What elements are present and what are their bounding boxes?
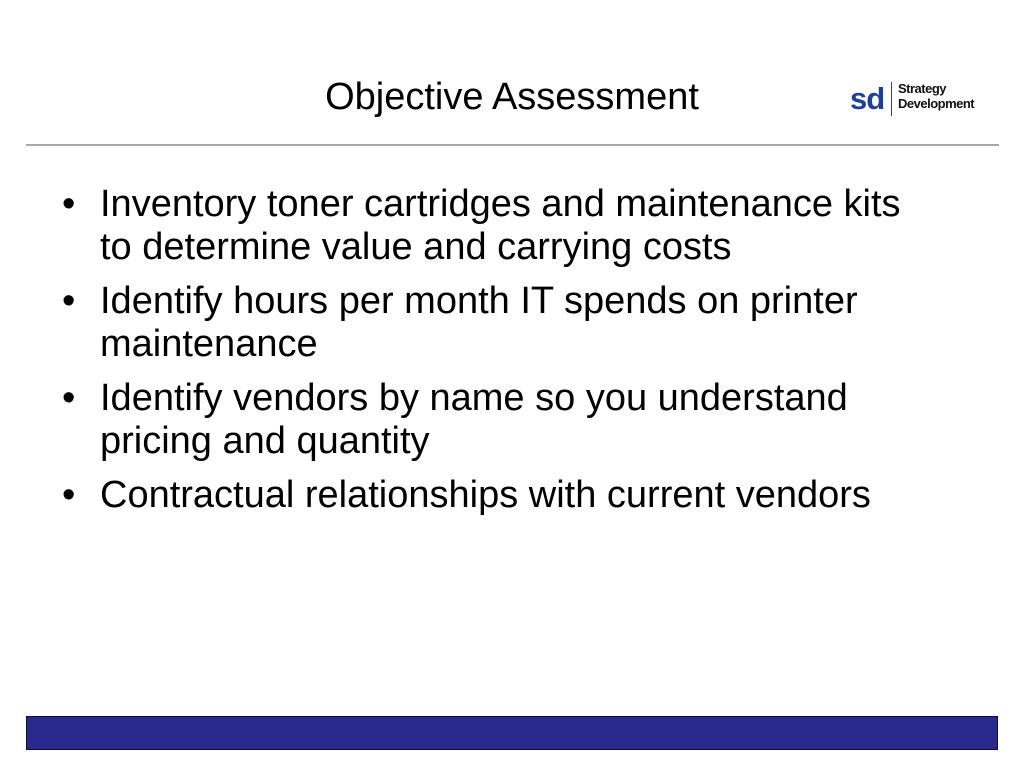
logo-mark: sd xyxy=(850,81,885,116)
bullet-item xyxy=(58,377,938,463)
bullet-text: Inventory toner cartridges and maintenance kits to determine value and carrying costs xyxy=(100,183,901,268)
bullet-icon: • xyxy=(62,280,76,322)
bullet-icon: • xyxy=(62,183,76,225)
bullet-list xyxy=(58,183,938,528)
bullet-text: Identify hours per month IT spends on printer maintenance xyxy=(100,280,858,365)
bullet-icon: • xyxy=(62,377,76,419)
bullet-item xyxy=(58,183,938,269)
title-divider xyxy=(26,144,999,146)
logo-word-line2: Development xyxy=(898,96,975,111)
bullet-text: Contractual relationships with current vendors xyxy=(100,474,871,516)
footer-bar xyxy=(26,716,998,750)
logo-word-line1: Strategy xyxy=(898,81,947,96)
slide-title: Objective Assessment xyxy=(325,76,699,118)
bullet-item xyxy=(58,280,938,366)
logo-divider xyxy=(891,82,892,116)
bullet-icon: • xyxy=(62,474,76,516)
strategy-development-logo xyxy=(850,80,1000,120)
bullet-text: Identify vendors by name so you understand pricing and quantity xyxy=(100,377,848,462)
bullet-item xyxy=(58,474,938,517)
